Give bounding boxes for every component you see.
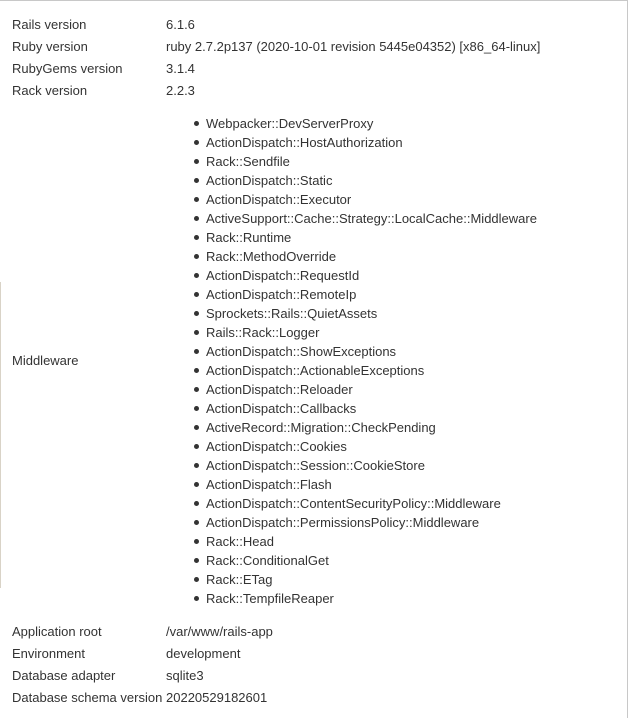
- middleware-item: ActionDispatch::PermissionsPolicy::Middleware: [206, 513, 540, 532]
- properties-table-body: [12, 14, 540, 709]
- middleware-item: ActiveSupport::Cache::Strategy::LocalCache::Middleware: [206, 209, 540, 228]
- property-value: ruby 2.7.2p137 (2020-10-01 revision 5445e04352) [x86_64-linux]: [166, 39, 541, 54]
- property-name: Ruby version: [12, 39, 88, 54]
- property-name: Rack version: [12, 83, 88, 98]
- property-name: Database schema version: [12, 690, 163, 705]
- middleware-list: [166, 114, 540, 608]
- middleware-item: ActionDispatch::Static: [206, 171, 540, 190]
- middleware-item: Rack::Sendfile: [206, 152, 540, 171]
- middleware-item: ActionDispatch::Executor: [206, 190, 540, 209]
- middleware-item: ActiveRecord::Migration::CheckPending: [206, 418, 540, 437]
- property-row-rack-version: [12, 80, 540, 102]
- middleware-item: Rack::MethodOverride: [206, 247, 540, 266]
- middleware-item: Rack::Runtime: [206, 228, 540, 247]
- property-row-middleware: [12, 102, 540, 621]
- middleware-item: Rack::ConditionalGet: [206, 551, 540, 570]
- property-value: 3.1.4: [166, 61, 195, 76]
- middleware-item: Rack::TempfileReaper: [206, 589, 540, 608]
- rails-properties-table: [12, 14, 540, 709]
- property-name: Middleware: [12, 353, 79, 368]
- middleware-item: ActionDispatch::ActionableExceptions: [206, 361, 540, 380]
- property-row-ruby-version: [12, 36, 540, 58]
- middleware-item: ActionDispatch::RequestId: [206, 266, 540, 285]
- property-value: development: [166, 646, 241, 661]
- property-value: 20220529182601: [166, 690, 268, 705]
- property-row-rubygems-version: [12, 58, 540, 80]
- middleware-item: Rack::Head: [206, 532, 540, 551]
- middleware-item: ActionDispatch::Reloader: [206, 380, 540, 399]
- property-value: /var/www/rails-app: [166, 624, 273, 639]
- property-row-application-root: [12, 621, 540, 643]
- property-row-database-schema-version: [12, 687, 540, 709]
- property-name: Rails version: [12, 17, 87, 32]
- middleware-item: ActionDispatch::Session::CookieStore: [206, 456, 540, 475]
- middleware-item: Webpacker::DevServerProxy: [206, 114, 540, 133]
- middleware-item: Rails::Rack::Logger: [206, 323, 540, 342]
- middleware-item: ActionDispatch::HostAuthorization: [206, 133, 540, 152]
- middleware-item: Sprockets::Rails::QuietAssets: [206, 304, 540, 323]
- property-name: RubyGems version: [12, 61, 123, 76]
- middleware-item: ActionDispatch::ShowExceptions: [206, 342, 540, 361]
- middleware-item: Rack::ETag: [206, 570, 540, 589]
- middleware-item: ActionDispatch::Flash: [206, 475, 540, 494]
- middleware-item: ActionDispatch::RemoteIp: [206, 285, 540, 304]
- left-edge-marker: [0, 282, 1, 588]
- middleware-item: ActionDispatch::Callbacks: [206, 399, 540, 418]
- property-name: Database adapter: [12, 668, 116, 683]
- property-value: 6.1.6: [166, 17, 195, 32]
- property-value: sqlite3: [166, 668, 204, 683]
- property-value: [166, 102, 540, 621]
- middleware-item: ActionDispatch::ContentSecurityPolicy::Middleware: [206, 494, 540, 513]
- property-row-environment: [12, 643, 540, 665]
- property-value: 2.2.3: [166, 83, 195, 98]
- middleware-item: ActionDispatch::Cookies: [206, 437, 540, 456]
- property-name: Environment: [12, 646, 85, 661]
- property-name: Application root: [12, 624, 102, 639]
- property-row-rails-version: [12, 14, 540, 36]
- property-row-database-adapter: [12, 665, 540, 687]
